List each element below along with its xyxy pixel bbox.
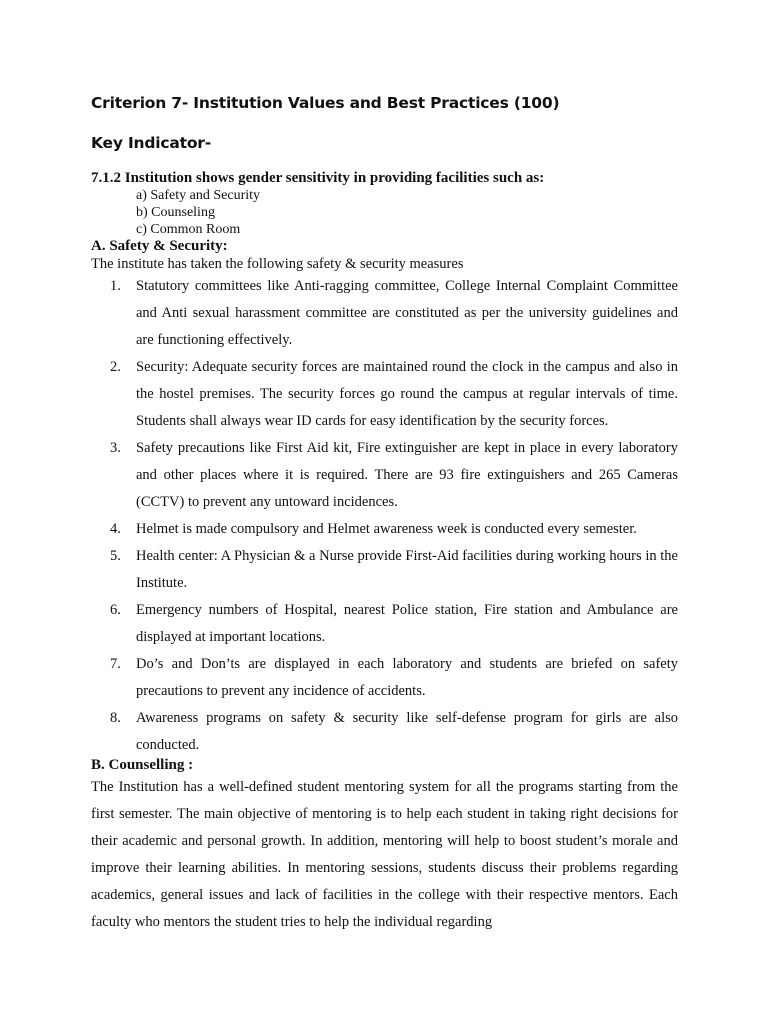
list-item-text: Emergency numbers of Hospital, nearest Police station, Fire station and Ambulance are displayed at important locations. bbox=[136, 602, 678, 645]
counselling-section-heading: B. Counselling : bbox=[91, 757, 194, 773]
safety-measures-list bbox=[91, 273, 678, 759]
list-item-text: Statutory committees like Anti-ragging committee, College Internal Complaint Committee and Anti sexual harassment committee are constituted as per the university guidelines and are functioning effectively. bbox=[136, 278, 678, 348]
list-item-text: Do’s and Don’ts are displayed in each laboratory and students are briefed on safety precautions to prevent any incidence of accidents. bbox=[136, 656, 678, 699]
indicator-heading: 7.1.2 Institution shows gender sensitivity in providing facilities such as: bbox=[91, 170, 545, 186]
list-item bbox=[91, 273, 678, 354]
key-indicator-label: Key Indicator- bbox=[91, 134, 211, 152]
list-item bbox=[91, 354, 678, 435]
list-item bbox=[91, 705, 678, 759]
facility-list bbox=[136, 187, 260, 238]
list-item-text: Helmet is made compulsory and Helmet awareness week is conducted every semester. bbox=[136, 521, 637, 537]
list-item-number: 8. bbox=[110, 710, 121, 726]
list-item-number: 6. bbox=[110, 602, 121, 618]
list-item-number: 3. bbox=[110, 440, 121, 456]
list-item-number: 7. bbox=[110, 656, 121, 672]
list-item-text: Health center: A Physician & a Nurse provide First-Aid facilities during working hours in the Institute. bbox=[136, 548, 678, 591]
safety-section-heading: A. Safety & Security: bbox=[91, 238, 228, 254]
criterion-title: Criterion 7- Institution Values and Best Practices (100) bbox=[91, 94, 560, 112]
list-item-number: 5. bbox=[110, 548, 121, 564]
list-item bbox=[91, 516, 678, 543]
safety-section-intro: The institute has taken the following safety & security measures bbox=[91, 256, 464, 272]
list-item-number: 2. bbox=[110, 359, 121, 375]
list-item bbox=[91, 435, 678, 516]
list-item bbox=[91, 597, 678, 651]
facility-item: a) Safety and Security bbox=[136, 188, 261, 203]
list-item bbox=[91, 543, 678, 597]
list-item-text: Awareness programs on safety & security like self-defense program for girls are also conducted. bbox=[136, 710, 678, 753]
list-item-number: 1. bbox=[110, 278, 121, 294]
list-item-number: 4. bbox=[110, 521, 121, 537]
facility-item: b) Counseling bbox=[136, 205, 215, 220]
facility-item: c) Common Room bbox=[136, 222, 241, 237]
list-item bbox=[91, 651, 678, 705]
list-item-text: Security: Adequate security forces are maintained round the clock in the campus and also in the hostel premises. The security forces go round the campus at regular intervals of time. Students shall always wear ID cards for easy identification by the security forces. bbox=[136, 359, 678, 429]
counselling-paragraph: The Institution has a well-defined student mentoring system for all the programs starting from the first semester. The main objective of mentoring is to help each student in taking right decisions for their academic and personal growth. In addition, mentoring will help to boost student’s morale and improve their learning abilities. In mentoring sessions, students discuss their problems regarding academics, general issues and lack of facilities in the college with their respective mentors. Each faculty who mentors the student tries to help the individual regarding bbox=[91, 779, 678, 930]
list-item-text: Safety precautions like First Aid kit, Fire extinguisher are kept in place in every laboratory and other places where it is required. There are 93 fire extinguishers and 265 Cameras (CCTV) to prevent any untoward incidences. bbox=[136, 440, 678, 510]
